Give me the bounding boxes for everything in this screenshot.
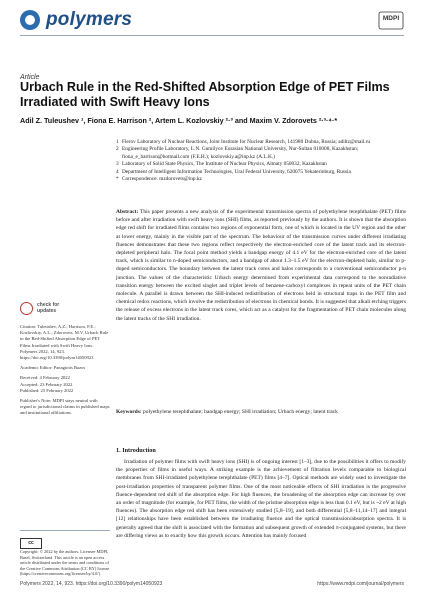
section-heading: 1. Introduction [116, 447, 156, 454]
affiliation-item: * Correspondence: mzdorovets@inp.kz [116, 176, 202, 183]
publisher-logo [378, 11, 404, 30]
affiliations [116, 139, 416, 183]
sidebar [20, 324, 110, 421]
cc-license-badge: cc [20, 538, 42, 549]
sidebar-divider [20, 530, 110, 531]
abstract [116, 208, 406, 323]
check-for-updates-button[interactable] [20, 302, 72, 316]
academic-editor: Academic Editor: Panagiotis Bazos [20, 365, 86, 371]
keywords-text: polyethylene terephthalate; bandgap energy; SHI irradiation; Urbach energy; latent track [143, 409, 338, 415]
abstract-label: Abstract: [116, 209, 139, 215]
article-type: Article [20, 74, 40, 81]
footer-journal-link[interactable]: https://www.mdpi.com/journal/polymers [317, 581, 404, 587]
paper-title: Urbach Rule in the Red-Shifted Absorption Edge of PET Films Irradiated with Swift Heavy Ions [20, 80, 390, 109]
affiliation-item: 2 Engineering Profile Laboratory, L.N. Gumilyov Eurasian National University, Nur-Sultan 010008, Kazakhstan; fiona_e_harrison@hotmail.com (F.E.H.); kozlovskiy.a@inp.kz (A.L.K.) [116, 146, 359, 160]
affiliation-item: 1 Flerov Laboratory of Nuclear Reactions, Joint Institute for Nuclear Research, 141980 Dubna, Russia; adiltz@mail.ru [116, 139, 371, 145]
published-date: Published: 25 February 2022 [20, 387, 74, 393]
copyright: Copyright: © 2022 by the authors. Licensee MDPI, Basel, Switzerland. This article is an open access article distributed under the terms and conditions of the Creative Commons Attribution (CC BY) license (https://creativecommons.org/licenses/by/4.0/). [20, 549, 110, 577]
citation: Citation: Tuleushev, A.Z.; Harrison, F.E.; Kozlovskiy, A.L.; Zdorovets, M.V. Urbach Rule in the Red-Shifted Absorption Edge of PET Films Irradiated with Swift Heavy Ions. Polymers 2022, 14, 923. https://doi.org/10.3390/polym14050923 [20, 324, 109, 361]
check-updates-icon [20, 302, 33, 315]
intro-paragraph: Irradiation of polymer films with swift heavy ions (SHI) is of ongoing interest [1–3], due to the possibilities it offers to modify the properties of films in useful ways. A striking example is the achievement of filtration levels comparable to biological membranes from SHI-irradiated polyethylene terephthalate (PET) films [4–7]. Optical methods are widely used to investigate the post-irradiation properties of transparent polymer films. One of the most noticeable effects of SHI irradiation is the progressive fluence-dependent red shift of the absorption edge. For high fluences, the broadening of the absorption edge can increase by over an order of magnitude (for example, for PET films, the width of the pristine absorption edge is less than 0.1 eV, but is ~2 eV at high fluences). The absorption edge red shift has been extensively studied [5,8–19], and both differential [5,8–11,14–17] and integral [12] relationships have been established between the irradiating fluence and the optical transmission/absorption spectra. It is generally agreed that the shift is associated with the formation and subsequent growth of extended π-conjugated systems, but there are differing views as to exactly how this growth occurs. Attention has mainly focused [116, 459, 406, 539]
header-divider [20, 35, 404, 36]
accepted-date: Accepted: 23 February 2022 [20, 381, 73, 387]
check-updates-label: check for updates [37, 302, 60, 314]
publisher-note: Publisher's Note: MDPI stays neutral with regard to jurisdictional claims in published maps and institutional affiliations. [20, 398, 110, 416]
journal-logo-icon [20, 10, 40, 30]
footer-citation[interactable]: Polymers 2022, 14, 923. https://doi.org/10.3390/polym14050923 [20, 581, 163, 587]
abstract-text: This paper presents a new analysis of the experimental transmission spectra of polyethylene terephthalate (PET) films before and after irradiation with swift heavy ions (SHI) films, as reported previously by the authors. It is shown that the absorption edge red shift for irradiated films contains two regions of exponential form, one of which is located in the UV region and the other at lower energy, mainly in the visible part of the spectrum. The behaviour of the transmission curves under different irradiating fluences demonstrates that these two regions reflect respectively the electron-enriched core of the latent track and its electron-depleted peripheral halo. The focal point method yields a bandgap energy of 4.1 eV for the electron-enriched core of the latent track, which is similar to n-doped semiconductors, and a bandgap of about 1.3–1.5 eV for the electron-depleted halo, similar to p-doped semiconductors. The boundary between the latent track cores and halos corresponds to a conventional semiconductor p-n junction. The values of the characteristic Urbach energy determined from experimental data correspond to the nonradiative transition energy between the excited singlet and triplet levels of benzene-carboxyl complexes in repeat units of the PET chain molecule. A parallel is drawn between the SHI-induced redistribution of electrons held in structural traps in the PET film and chemical redox reactions, which involve the redistribution of electrons in chemical bonds. It is suggested that alkali etching triggers the release of excess electrons in the latent track cores, which act as a catalyst for the fragmentation of PET chain molecules along the latent tracks of the SHI irradiation. [116, 209, 406, 322]
keywords [116, 408, 406, 416]
affiliation-item: 4 Department of Intelligent Information Technologies, Ural Federal University, 620075 Yekaterinburg, Russia [116, 168, 351, 175]
publisher-name: MDPI [382, 15, 400, 22]
keywords-label: Keywords: [116, 409, 142, 415]
author-list: Adil Z. Tuleushev ¹, Fiona E. Harrison ², Artem L. Kozlovskiy ²·³ and Maxim V. Zdorovets ²·³·⁴·* [20, 116, 338, 125]
received-date: Received: 4 February 2022 [20, 375, 70, 381]
journal-name: polymers [46, 9, 133, 30]
affiliation-item: 3 Laboratory of Solid State Physics, The Institute of Nuclear Physics, Almaty 050032, Kazakhstan [116, 161, 327, 168]
